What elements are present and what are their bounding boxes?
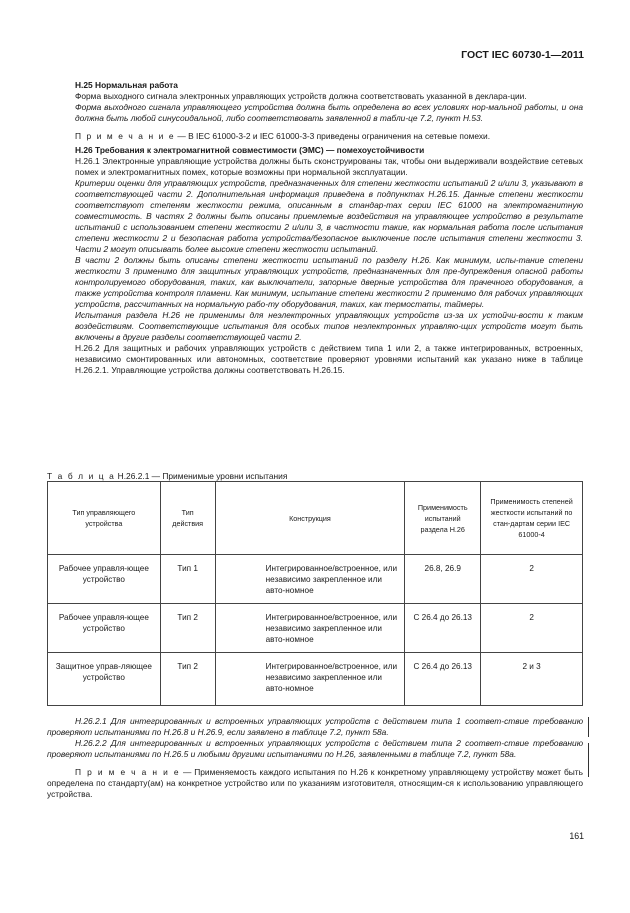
table-cell: С 26.4 до 26.13 <box>405 604 481 653</box>
main-text <box>75 80 583 376</box>
table-header-cell: Тип действия <box>160 482 215 555</box>
paragraph-italic: Критерии оценки для управляющих устройств, предназначенных для степени жесткости испытаний 2 и/или 3, указывают в соответствующей части 2. Дополнительная информация приведена в подпунктах H.26.15. Данные степени жесткости соответствуют степеням жесткости режима, описанным в стандар-тах серии IEC 61000 на электромагнитную совместимость. В частях 2 должны быть описаны приемлемые воздействия на управляющее устройство в результате испытаний с использованием степени жесткости 2 и/или 3, в частности такие, как нормальная работа после испытания степени жесткости 2 и безопасная работа устройства/безопасное выключение после испытания степени жесткости 3. Части 2 могут описывать более высокие степени жесткости испытаний. <box>75 178 583 254</box>
table-cell: Интегрированное/встроенное, или независимо закрепленное или авто-номное <box>215 555 405 604</box>
document-header: ГОСТ IEC 60730-1—2011 <box>461 49 584 61</box>
table-cell: Интегрированное/встроенное, или независимо закрепленное или авто-номное <box>215 604 405 653</box>
paragraph: Форма выходного сигнала электронных управляющих устройств должна соответствовать указанной в деклара-ции. <box>75 91 527 101</box>
table-cell: 2 <box>481 604 583 653</box>
table-cell: Защитное управ-ляющее устройство <box>48 653 161 706</box>
table-cell: 26.8, 26.9 <box>405 555 481 604</box>
change-bar <box>588 717 589 737</box>
table-header-row <box>48 482 583 555</box>
note <box>75 131 583 142</box>
page-number: 161 <box>569 831 584 841</box>
table-header-cell: Применимость испытаний раздела H.26 <box>405 482 481 555</box>
note-text: — Применяемость каждого испытания по H.26 к конкретному управляющему устройству может быть определена по стандарту(ам) на конкретное устройство или по указаниям изготовителя, относящим-ся к использованию управляющего устройства. <box>47 767 583 799</box>
table-header-cell: Тип управляющего устройства <box>48 482 161 555</box>
table-row <box>48 555 583 604</box>
table-cell: Тип 2 <box>160 604 215 653</box>
after-table-text <box>47 716 583 800</box>
table-row <box>48 653 583 706</box>
table-cell: С 26.4 до 26.13 <box>405 653 481 706</box>
paragraph-italic: В части 2 должны быть описаны степени жесткости испытаний по разделу H.26. Как минимум, испы-тание степени жесткости 3 применимо для защитных управляющих устройств, предназначенных для пре-дупреждения опасной работы контролируемого оборудования, таких, как выключатели, запорные дверные устройства для прачечного оборудования, а также устройства контроля пламени. Как минимум, испытание степени жесткости 2 применимо для рабочих управляющих устройств, рассчитанных на нормальную рабо-ту оборудования, таких, как термостаты, таймеры. <box>75 255 583 309</box>
paragraph: H.26.1 Электронные управляющие устройства должны быть сконструированы так, чтобы они выдерживали воздействие сетевых помех и электромагнитных помех, которые возможны при нормальной эксплуатации. <box>75 156 583 177</box>
table-header-cell: Конструкция <box>215 482 405 555</box>
note <box>47 767 583 800</box>
paragraph-italic: Испытания раздела H.26 не применимы для неэлектронных управляющих устройств из-за их устойчи-вости к таким воздействиям. Соответствующие испытания для особых типов неэлектронных управляю-щих устройств могут быть включены в другие разделы соответствующей части 2. <box>75 310 583 342</box>
table-cell: Рабочее управля-ющее устройство <box>48 555 161 604</box>
section-title-h25: H.25 Нормальная работа <box>75 80 178 90</box>
paragraph-italic: Форма выходного сигнала управляющего устройства должна быть определена во всех условиях нор-мальной работы, и она должна быть любой синусоидальной, либо соответствовать заявленной в табли-це 7.2, пункт H.53. <box>75 102 583 123</box>
table-cell: Тип 2 <box>160 653 215 706</box>
table-cell: 2 <box>481 555 583 604</box>
change-bar <box>588 743 589 777</box>
table-cell: Тип 1 <box>160 555 215 604</box>
table-header-cell: Применимость степеней жесткости испытаний по стан-дартам серии IEC 61000-4 <box>481 482 583 555</box>
paragraph: H.26.2 Для защитных и рабочих управляющих устройств с действием типа 1 или 2, а также интегрированных, встроенных, независимо смонтированных или автономных, соответствие проверяют уровнями испытаний как указано ниже в таблице H.26.2.1. Управляющие устройства должны соответствовать H.26.15. <box>75 343 583 375</box>
table-caption-text: H.26.2.1 — Применимые уровни испытания <box>115 471 288 481</box>
note-label: П р и м е ч а н и е <box>75 767 181 777</box>
table-caption <box>47 471 287 481</box>
table-caption-label: Т а б л и ц а <box>47 471 116 481</box>
table-cell: 2 и 3 <box>481 653 583 706</box>
paragraph-italic: H.26.2.2 Для интегрированных и встроенных управляющих устройств с действием типа 2 соответ-ствие требованию проверяют испытаниями по H.26.5 и любыми другими испытаниями по H.26, заявленными в таблице 7.2, пункт 58a. <box>47 738 583 759</box>
table-row <box>48 604 583 653</box>
note-text: — В IEC 61000-3-2 и IEC 61000-3-3 приведены ограничения на сетевые помехи. <box>175 131 491 141</box>
table-cell: Рабочее управля-ющее устройство <box>48 604 161 653</box>
note-label: П р и м е ч а н и е <box>75 131 176 141</box>
test-levels-table <box>47 481 583 706</box>
table-cell: Интегрированное/встроенное, или независимо закрепленное или авто-номное <box>215 653 405 706</box>
paragraph-italic: H.26.2.1 Для интегрированных и встроенных управляющих устройств с действием типа 1 соответ-ствие требованию проверяют испытаниями по H.26.8 и H.26.9, если заявлено в таблице 7.2, пункт 58a. <box>47 716 583 737</box>
section-title-h26: H.26 Требования к электромагнитной совместимости (ЭМС) — помехоустойчивости <box>75 145 425 155</box>
